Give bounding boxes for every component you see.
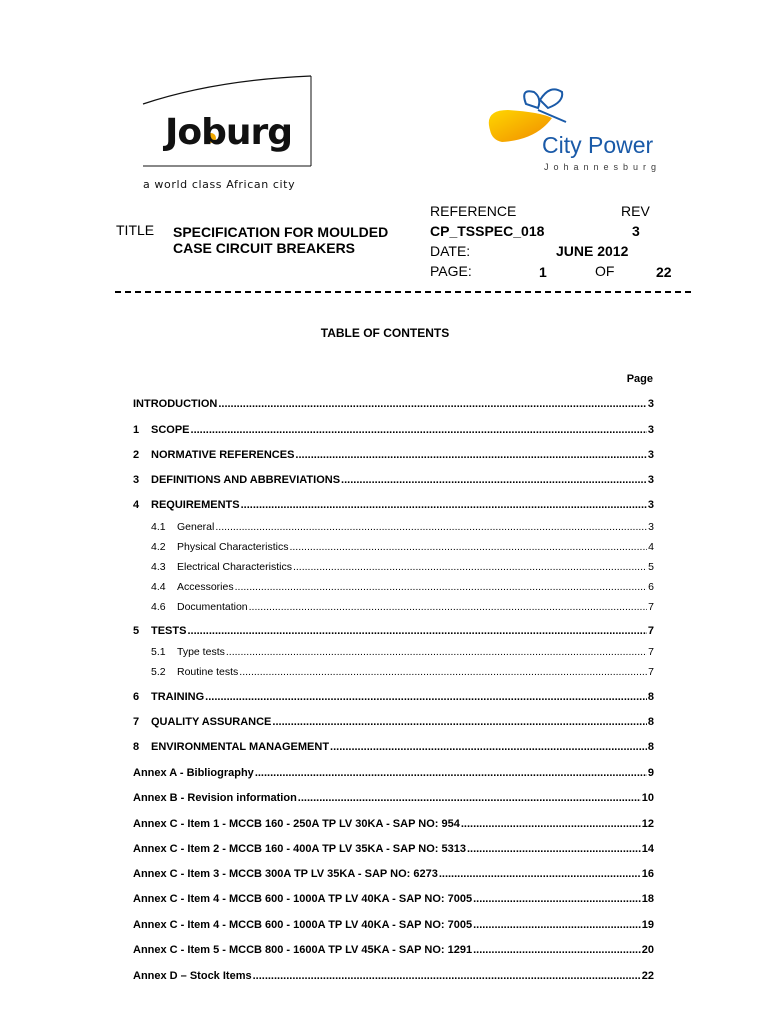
toc-entry-title: ENVIRONMENTAL MANAGEMENT xyxy=(151,741,330,753)
page-value: 1 xyxy=(539,264,547,280)
toc-dot-leader xyxy=(461,818,641,830)
toc-entry-number: 1 xyxy=(133,424,140,436)
joburg-logo xyxy=(135,74,320,194)
toc-entry-number: 5 xyxy=(133,625,140,637)
toc-entry-number: 6 xyxy=(133,691,140,703)
date-value: JUNE 2012 xyxy=(556,243,629,259)
toc-entry-title: Annex C - Item 2 - MCCB 160 - 400A TP LV 35KA - SAP NO: 5313 xyxy=(133,843,466,855)
toc-dot-leader xyxy=(191,424,647,436)
toc-entry[interactable] xyxy=(133,944,654,960)
toc-entry[interactable] xyxy=(151,541,654,557)
toc-entry-number: 3 xyxy=(133,474,140,486)
toc-entry-title: Annex C - Item 4 - MCCB 600 - 1000A TP LV 40KA - SAP NO: 7005 xyxy=(133,893,473,905)
toc-dot-leader xyxy=(255,767,647,779)
toc-entry[interactable] xyxy=(151,666,654,682)
rev-value: 3 xyxy=(632,223,640,239)
toc-entry[interactable] xyxy=(133,843,654,859)
toc-entry-title: Annex A - Bibliography xyxy=(133,767,254,779)
city-power-wordmark: City Power xyxy=(542,132,654,158)
toc-entry-page: 4 xyxy=(648,541,654,553)
toc-dot-leader xyxy=(298,792,641,804)
toc-entry-number: 4.6 xyxy=(151,601,166,613)
toc-entry-page: 3 xyxy=(647,499,654,511)
toc-dot-leader xyxy=(467,843,641,855)
toc-entry-page: 18 xyxy=(641,893,654,905)
toc-entry-title: Annex C - Item 5 - MCCB 800 - 1600A TP LV 45KA - SAP NO: 1291 xyxy=(133,944,473,956)
toc-entry-title: Annex B - Revision information xyxy=(133,792,297,804)
toc-entry[interactable] xyxy=(133,792,654,808)
toc-entry[interactable] xyxy=(133,449,654,465)
toc-entry[interactable] xyxy=(133,474,654,490)
toc-entry[interactable] xyxy=(151,581,654,597)
toc-entry-page: 3 xyxy=(647,424,654,436)
toc-entry-page: 8 xyxy=(647,716,654,728)
toc-entry-page: 7 xyxy=(648,646,654,658)
toc-entry-number: 4.1 xyxy=(151,521,166,533)
toc-dot-leader xyxy=(235,581,648,593)
rev-label: REV xyxy=(621,203,650,219)
title-label: TITLE xyxy=(116,222,155,238)
toc-entry-title: Documentation xyxy=(177,601,248,613)
toc-entry-title: INTRODUCTION xyxy=(133,398,218,410)
toc-entry-page: 7 xyxy=(648,601,654,613)
toc-entry-number: 7 xyxy=(133,716,140,728)
toc-entry[interactable] xyxy=(151,646,654,662)
toc-dot-leader xyxy=(289,541,647,553)
toc-entry[interactable] xyxy=(133,818,654,834)
toc-entry-title: REQUIREMENTS xyxy=(151,499,240,511)
date-label: DATE: xyxy=(430,243,471,259)
toc-dot-leader xyxy=(226,646,647,658)
toc-entry-number: 5.1 xyxy=(151,646,166,658)
toc-dot-leader xyxy=(253,970,641,982)
toc-entry-title: Routine tests xyxy=(177,666,239,678)
toc-entry-number: 5.2 xyxy=(151,666,166,678)
toc-dot-leader xyxy=(272,716,646,728)
toc-entry-number: 4 xyxy=(133,499,140,511)
toc-dot-leader xyxy=(249,601,648,613)
toc-dot-leader xyxy=(341,474,647,486)
toc-entry-number: 2 xyxy=(133,449,140,461)
toc-entry-title: Annex C - Item 1 - MCCB 160 - 250A TP LV 30KA - SAP NO: 954 xyxy=(133,818,460,830)
toc-entry-page: 14 xyxy=(641,843,654,855)
page-label: PAGE: xyxy=(430,263,472,279)
toc-dot-leader xyxy=(473,919,641,931)
toc-entry-page: 9 xyxy=(647,767,654,779)
reference-label: REFERENCE xyxy=(430,203,517,219)
toc-entry[interactable] xyxy=(133,691,654,707)
toc-entry[interactable] xyxy=(133,716,654,732)
toc-entry-title: Annex C - Item 4 - MCCB 600 - 1000A TP LV 40KA - SAP NO: 7005 xyxy=(133,919,473,931)
toc-entry-title: NORMATIVE REFERENCES xyxy=(151,449,295,461)
joburg-wordmark: Joburg xyxy=(165,112,293,153)
toc-entry-title: QUALITY ASSURANCE xyxy=(151,716,272,728)
toc-entry[interactable] xyxy=(151,601,654,617)
toc-entry-number: 4.4 xyxy=(151,581,166,593)
toc-dot-leader xyxy=(218,398,647,410)
toc-entry[interactable] xyxy=(133,970,654,986)
toc-entry-page: 3 xyxy=(647,474,654,486)
toc-dot-leader xyxy=(330,741,647,753)
toc-entry-page: 8 xyxy=(647,741,654,753)
toc-dot-leader xyxy=(241,499,647,511)
city-power-subtitle: Johannesburg xyxy=(544,162,662,172)
toc-entry-title: Electrical Characteristics xyxy=(177,561,292,573)
toc-dot-leader xyxy=(439,868,641,880)
toc-entry-page: 16 xyxy=(641,868,654,880)
toc-entry-title: Annex D – Stock Items xyxy=(133,970,252,982)
toc-entry[interactable] xyxy=(151,521,654,537)
header-divider xyxy=(115,291,691,293)
toc-entry[interactable] xyxy=(133,919,654,935)
toc-entry-page: 20 xyxy=(641,944,654,956)
toc-entry-page: 10 xyxy=(641,792,654,804)
toc-entry-title: SCOPE xyxy=(151,424,190,436)
toc-entry-title: Accessories xyxy=(177,581,234,593)
toc-entry-title: Type tests xyxy=(177,646,225,658)
toc-entry[interactable] xyxy=(133,499,654,515)
toc-dot-leader xyxy=(473,893,641,905)
document-title-line1: SPECIFICATION FOR MOULDED xyxy=(173,224,389,240)
toc-page-column-label: Page xyxy=(626,373,653,385)
toc-entry-number: 8 xyxy=(133,741,140,753)
toc-entry[interactable] xyxy=(133,767,654,783)
toc-dot-leader xyxy=(215,521,647,533)
toc-entry-page: 3 xyxy=(647,398,654,410)
toc-entry-title: TESTS xyxy=(151,625,187,637)
toc-entry-page: 3 xyxy=(647,449,654,461)
toc-entry-page: 7 xyxy=(647,625,654,637)
of-label: OF xyxy=(595,263,615,279)
toc-entry-page: 22 xyxy=(641,970,654,982)
toc-entry[interactable] xyxy=(133,741,654,757)
toc-entry[interactable] xyxy=(133,893,654,909)
toc-entry[interactable] xyxy=(151,561,654,577)
toc-entry[interactable] xyxy=(133,868,654,884)
toc-entry-number: 4.3 xyxy=(151,561,166,573)
toc-heading: TABLE OF CONTENTS xyxy=(320,326,450,340)
toc-entry-page: 12 xyxy=(641,818,654,830)
toc-entry-title: TRAINING xyxy=(151,691,205,703)
toc-dot-leader xyxy=(473,944,641,956)
toc-entry-page: 6 xyxy=(648,581,654,593)
toc-entry-title: General xyxy=(177,521,215,533)
toc-dot-leader xyxy=(187,625,646,637)
toc-entry-page: 5 xyxy=(648,561,654,573)
toc-entry-page: 19 xyxy=(641,919,654,931)
document-title-line2: CASE CIRCUIT BREAKERS xyxy=(173,240,356,256)
toc-entry[interactable] xyxy=(133,398,654,414)
toc-entry-title: Physical Characteristics xyxy=(177,541,289,553)
joburg-tagline: a world class African city xyxy=(143,178,296,191)
toc-entry-title: DEFINITIONS AND ABBREVIATIONS xyxy=(151,474,341,486)
reference-value: CP_TSSPEC_018 xyxy=(430,223,545,239)
city-power-logo xyxy=(480,82,695,182)
toc-entry[interactable] xyxy=(133,424,654,440)
total-pages: 22 xyxy=(656,264,672,280)
toc-entry-page: 7 xyxy=(648,666,654,678)
toc-dot-leader xyxy=(293,561,647,573)
toc-dot-leader xyxy=(239,666,647,678)
toc-entry-page: 8 xyxy=(647,691,654,703)
toc-dot-leader xyxy=(295,449,646,461)
toc-entry-page: 3 xyxy=(648,521,654,533)
toc-entry-number: 4.2 xyxy=(151,541,166,553)
toc-dot-leader xyxy=(205,691,647,703)
toc-entry-title: Annex C - Item 3 - MCCB 300A TP LV 35KA - SAP NO: 6273 xyxy=(133,868,438,880)
toc-entry[interactable] xyxy=(133,625,654,641)
